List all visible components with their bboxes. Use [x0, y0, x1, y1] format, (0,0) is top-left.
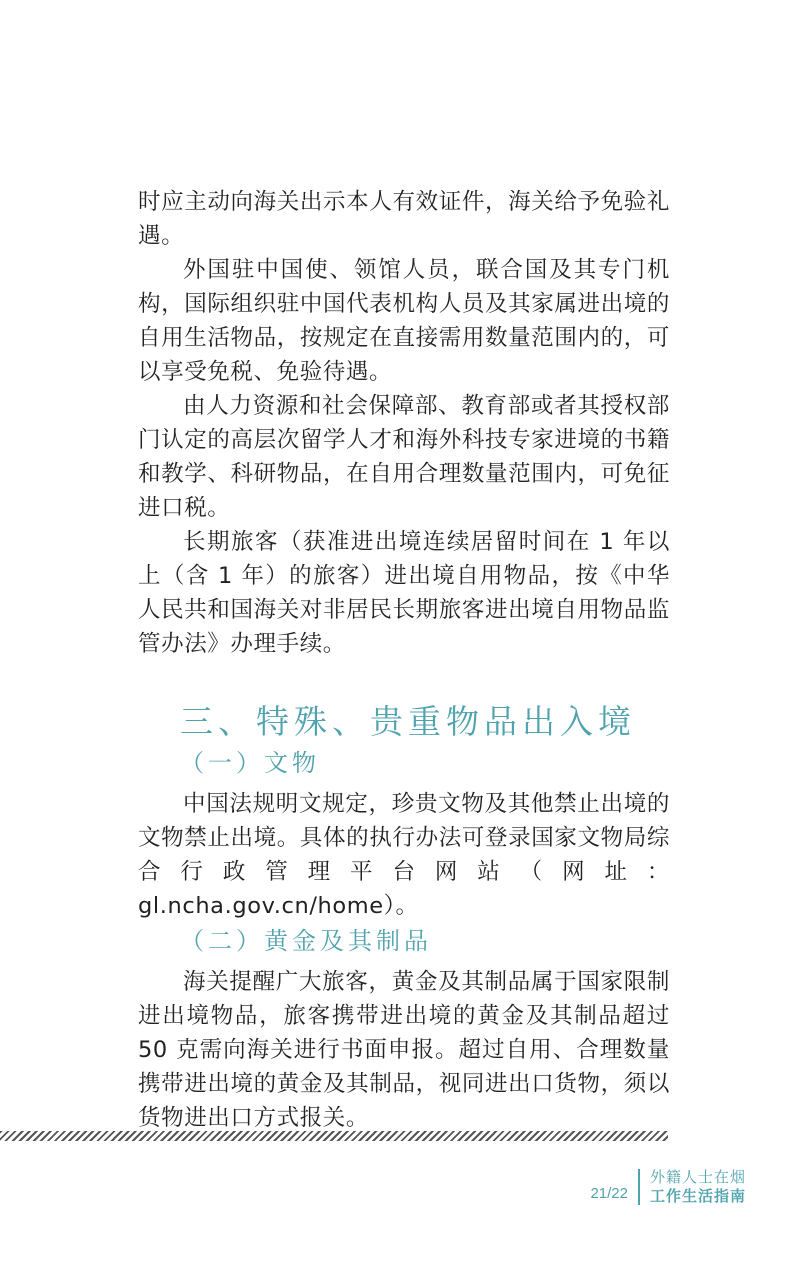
paragraph-long-term-travelers: 长期旅客（获准进出境连续居留时间在 1 年以上（含 1 年）的旅客）进出境自用物品，按《中华人民共和国海关对非居民长期旅客进出境自用物品监管办法》办理手续。	[138, 529, 670, 657]
footer-divider	[638, 1169, 640, 1205]
subsection-title-gold: （二）黄金及其制品	[180, 927, 432, 955]
paragraph-relics: 中国法规明文规定，珍贵文物及其他禁止出境的文物禁止出境。具体的执行办法可登录国家文物局综合行政管理平台网站（网址：gl.ncha.gov.cn/home）。	[138, 791, 670, 919]
guide-brand	[650, 1168, 746, 1206]
page-footer	[590, 1168, 746, 1206]
page-content	[138, 185, 670, 1135]
brand-line-1: 外籍人士在烟	[649, 1168, 746, 1186]
subsection-title-relics: （一）文物	[180, 749, 320, 777]
page-number: 21/22	[590, 1184, 628, 1202]
paragraph-gold: 海关提醒广大旅客，黄金及其制品属于国家限制进出境物品，旅客携带进出境的黄金及其制品超过 50 克需向海关进行书面申报。超过自用、合理数量携带进出境的黄金及其制品，视同进出口货物，须以货物进出口方式报关。	[138, 969, 670, 1131]
brand-line-2: 工作生活指南	[649, 1187, 746, 1205]
hatched-divider	[0, 1131, 668, 1141]
paragraph-talents: 由人力资源和社会保障部、教育部或者其授权部门认定的高层次留学人才和海外科技专家进境的书籍和教学、科研物品，在自用合理数量范围内，可免征进口税。	[138, 393, 670, 521]
section-title: 三、特殊、贵重物品出入境	[180, 702, 636, 741]
paragraph-exemption-continued: 时应主动向海关出示本人有效证件，海关给予免验礼遇。	[138, 189, 670, 249]
paragraph-diplomats: 外国驻中国使、领馆人员，联合国及其专门机构，国际组织驻中国代表机构人员及其家属进出境的自用生活物品，按规定在直接需用数量范围内的，可以享受免税、免验待遇。	[138, 257, 670, 385]
